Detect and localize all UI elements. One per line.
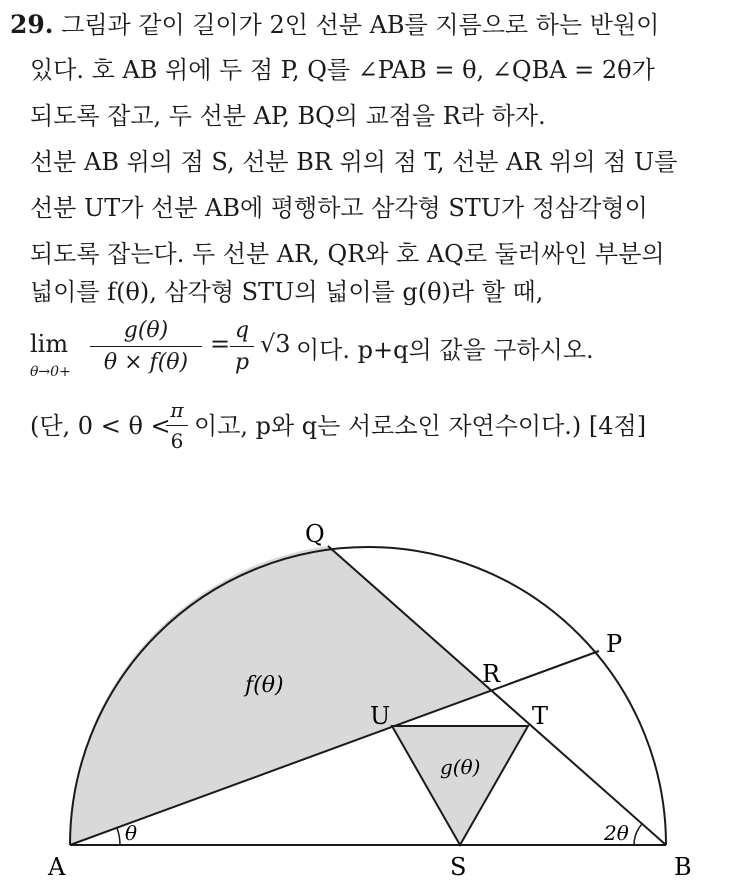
label-q: Q — [305, 520, 325, 548]
angle-arc-a — [117, 828, 120, 845]
condition-pre: (단, 0 < θ < — [30, 412, 171, 440]
condition-frac-den: 6 — [170, 429, 184, 453]
limit-numerator: g(θ) — [123, 318, 169, 343]
lim-subscript: θ→0+ — [30, 364, 71, 380]
label-f: f(θ) — [245, 673, 284, 698]
label-a: A — [48, 853, 66, 881]
problem-line-7: 넓이를 f(θ), 삼각형 STU의 넓이를 g(θ)라 할 때, — [30, 278, 544, 306]
limit-tail-text: 이다. p+q의 값을 구하시오. — [296, 336, 594, 364]
label-two-theta: 2θ — [604, 821, 629, 845]
problem-line-4: 선분 AB 위의 점 S, 선분 BR 위의 점 T, 선분 AR 위의 점 U를 — [30, 148, 678, 176]
label-theta: θ — [125, 821, 138, 845]
rhs-denominator: p — [234, 350, 250, 375]
label-t: T — [532, 702, 549, 730]
label-g: g(θ) — [440, 755, 481, 779]
angle-arc-b — [634, 824, 642, 845]
problem-line-6: 되도록 잡는다. 두 선분 AR, QR와 호 AQ로 둘러싸인 부분의 — [30, 240, 665, 268]
label-r: R — [482, 660, 501, 688]
problem-line-5: 선분 UT가 선분 AB에 평행하고 삼각형 STU가 정삼각형이 — [30, 194, 648, 222]
rhs-numerator: q — [234, 318, 250, 343]
limit-denominator: θ × f(θ) — [103, 350, 189, 375]
problem-line-3: 되도록 잡고, 두 선분 AP, BQ의 교점을 R라 하자. — [30, 102, 546, 130]
problem-line-2: 있다. 호 AB 위에 두 점 P, Q를 ∠PAB = θ, ∠QBA = 2θ가 — [30, 56, 655, 84]
equals-sign: = — [210, 330, 231, 358]
label-s: S — [450, 853, 467, 881]
condition-frac-num: π — [170, 398, 184, 422]
label-p: P — [606, 630, 623, 658]
triangle-stu — [392, 726, 528, 845]
problem-text: 그림과 같이 길이가 2인 선분 AB를 지름으로 하는 반원이 — [61, 11, 660, 39]
condition-post: 이고, p와 q는 서로소인 자연수이다.) [4점] — [194, 412, 647, 440]
label-u: U — [370, 702, 391, 730]
label-b: B — [674, 853, 692, 881]
problem-number: 29. — [10, 10, 54, 39]
lim-word: lim — [30, 330, 69, 358]
sqrt-three: √3 — [260, 330, 291, 358]
